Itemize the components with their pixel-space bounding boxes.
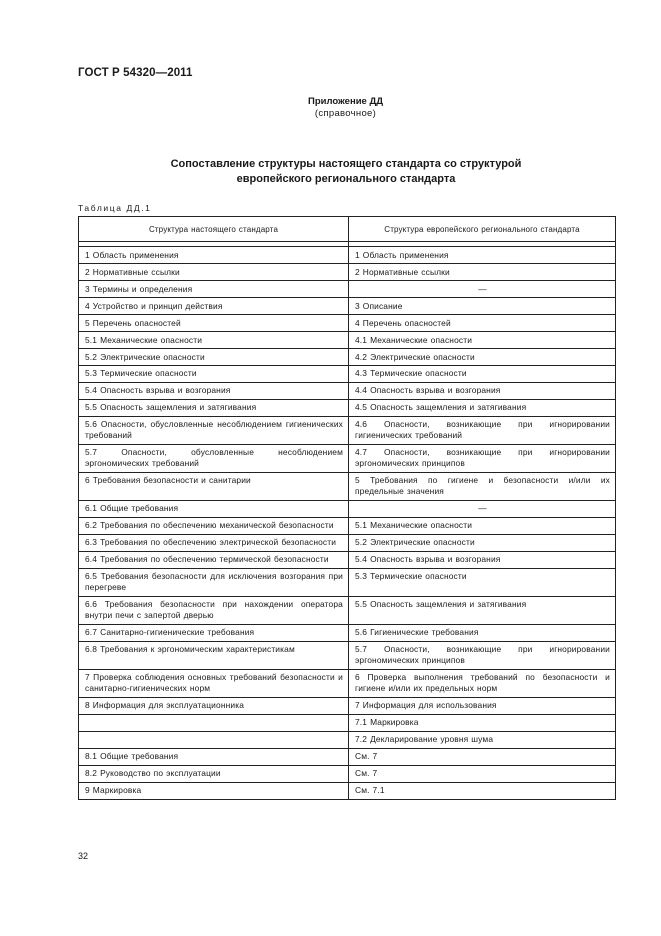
cell-national-section [79, 731, 349, 748]
cell-european-section: 2 Нормативные ссылки [349, 263, 616, 280]
cell-european-section: 4.1 Механические опасности [349, 331, 616, 348]
cell-european-section: 5.1 Механические опасности [349, 517, 616, 534]
cell-national-section: 6 Требования безопасности и санитарии [79, 472, 349, 500]
table-body [79, 242, 616, 800]
cell-national-section: 5.3 Термические опасности [79, 365, 349, 382]
cell-european-section: 4 Перечень опасностей [349, 314, 616, 331]
table-row [79, 472, 616, 500]
table-row [79, 624, 616, 641]
cell-european-section: 3 Описание [349, 297, 616, 314]
table-row [79, 365, 616, 382]
table-row [79, 714, 616, 731]
cell-european-section: 5.5 Опасность защемления и затягивания [349, 596, 616, 624]
cell-national-section: 6.7 Санитарно-гигиенические требования [79, 624, 349, 641]
cell-european-section: 4.3 Термические опасности [349, 365, 616, 382]
table-row [79, 331, 616, 348]
cell-national-section: 5.6 Опасности, обусловленные несоблюдением гигиенических требований [79, 416, 349, 444]
cell-european-section: См. 7 [349, 748, 616, 765]
table-row [79, 247, 616, 264]
cell-european-section: 4.5 Опасность защемления и затягивания [349, 399, 616, 416]
table-row [79, 568, 616, 596]
cell-national-section: 6.4 Требования по обеспечению термической безопасности [79, 551, 349, 568]
table-row [79, 297, 616, 314]
cell-european-section: 7.1 Маркировка [349, 714, 616, 731]
cell-european-section: — [349, 280, 616, 297]
table-row [79, 765, 616, 782]
table-header-row [79, 217, 616, 242]
table-row [79, 596, 616, 624]
cell-european-section: 1 Область применения [349, 247, 616, 264]
cell-european-section: 7.2 Декларирование уровня шума [349, 731, 616, 748]
table-row [79, 782, 616, 799]
table-row [79, 697, 616, 714]
table-row [79, 500, 616, 517]
cell-national-section: 6.2 Требования по обеспечению механической безопасности [79, 517, 349, 534]
cell-european-section: 7 Информация для использования [349, 697, 616, 714]
cell-national-section: 6.3 Требования по обеспечению электрической безопасности [79, 534, 349, 551]
cell-national-section: 6.5 Требования безопасности для исключения возгорания при перегреве [79, 568, 349, 596]
page-title [78, 157, 614, 187]
cell-european-section: 4.6 Опасности, возникающие при игнорировании гигиенических требований [349, 416, 616, 444]
cell-national-section: 8.1 Общие требования [79, 748, 349, 765]
table-row [79, 348, 616, 365]
cell-national-section: 7 Проверка соблюдения основных требований безопасности и санитарно-гигиенических норм [79, 669, 349, 697]
cell-national-section: 6.1 Общие требования [79, 500, 349, 517]
comparison-table [78, 216, 616, 800]
table-caption: Таблица ДД.1 [78, 203, 152, 213]
cell-national-section: 3 Термины и определения [79, 280, 349, 297]
cell-national-section: 8.2 Руководство по эксплуатации [79, 765, 349, 782]
column-header-european: Структура европейского регионального стандарта [349, 217, 616, 242]
table-row [79, 263, 616, 280]
cell-european-section: 5.7 Опасности, возникающие при игнорировании эргономических принципов [349, 641, 616, 669]
table-row [79, 382, 616, 399]
table-row [79, 731, 616, 748]
cell-national-section: 5.1 Механические опасности [79, 331, 349, 348]
cell-european-section: 5.2 Электрические опасности [349, 534, 616, 551]
cell-national-section: 5.7 Опасности, обусловленные несоблюдением эргономических требований [79, 444, 349, 472]
page-title-line-1: Сопоставление структуры настоящего стандарта со структурой [170, 158, 522, 170]
cell-european-section: 5.6 Гигиенические требования [349, 624, 616, 641]
table-row [79, 399, 616, 416]
table-row [79, 416, 616, 444]
cell-european-section: 5.4 Опасность взрыва и возгорания [349, 551, 616, 568]
cell-national-section: 5.5 Опасность защемления и затягивания [79, 399, 349, 416]
cell-national-section: 6.8 Требования к эргономическим характеристикам [79, 641, 349, 669]
cell-national-section: 5 Перечень опасностей [79, 314, 349, 331]
cell-national-section: 8 Информация для эксплуатационника [79, 697, 349, 714]
cell-european-section: 5 Требования по гигиене и безопасности и/или их предельные значения [349, 472, 616, 500]
cell-national-section: 2 Нормативные ссылки [79, 263, 349, 280]
cell-national-section: 9 Маркировка [79, 782, 349, 799]
table-row [79, 280, 616, 297]
cell-european-section: 4.2 Электрические опасности [349, 348, 616, 365]
appendix-label [0, 96, 661, 120]
column-header-national: Структура настоящего стандарта [79, 217, 349, 242]
table-row [79, 444, 616, 472]
appendix-title: Приложение ДД [308, 96, 383, 107]
cell-european-section: См. 7.1 [349, 782, 616, 799]
cell-national-section: 1 Область применения [79, 247, 349, 264]
cell-european-section: 5.3 Термические опасности [349, 568, 616, 596]
cell-european-section: — [349, 500, 616, 517]
table-row [79, 314, 616, 331]
cell-national-section: 5.2 Электрические опасности [79, 348, 349, 365]
table-row [79, 641, 616, 669]
appendix-subtitle: (справочное) [314, 108, 377, 119]
page-title-line-2: европейского регионального стандарта [236, 173, 456, 185]
page-number: 32 [78, 851, 89, 861]
cell-national-section: 5.4 Опасность взрыва и возгорания [79, 382, 349, 399]
table-row [79, 534, 616, 551]
table-row [79, 748, 616, 765]
cell-european-section: 6 Проверка выполнения требований по безопасности и гигиене и/или их предельных норм [349, 669, 616, 697]
cell-national-section: 6.6 Требования безопасности при нахождении оператора внутри печи с запертой дверью [79, 596, 349, 624]
table-row [79, 551, 616, 568]
cell-european-section: См. 7 [349, 765, 616, 782]
standard-code: ГОСТ Р 54320—2011 [78, 67, 193, 79]
table-row [79, 669, 616, 697]
cell-european-section: 4.4 Опасность взрыва и возгорания [349, 382, 616, 399]
cell-national-section [79, 714, 349, 731]
table-row [79, 517, 616, 534]
cell-national-section: 4 Устройство и принцип действия [79, 297, 349, 314]
cell-european-section: 4.7 Опасности, возникающие при игнорировании эргономических принципов [349, 444, 616, 472]
